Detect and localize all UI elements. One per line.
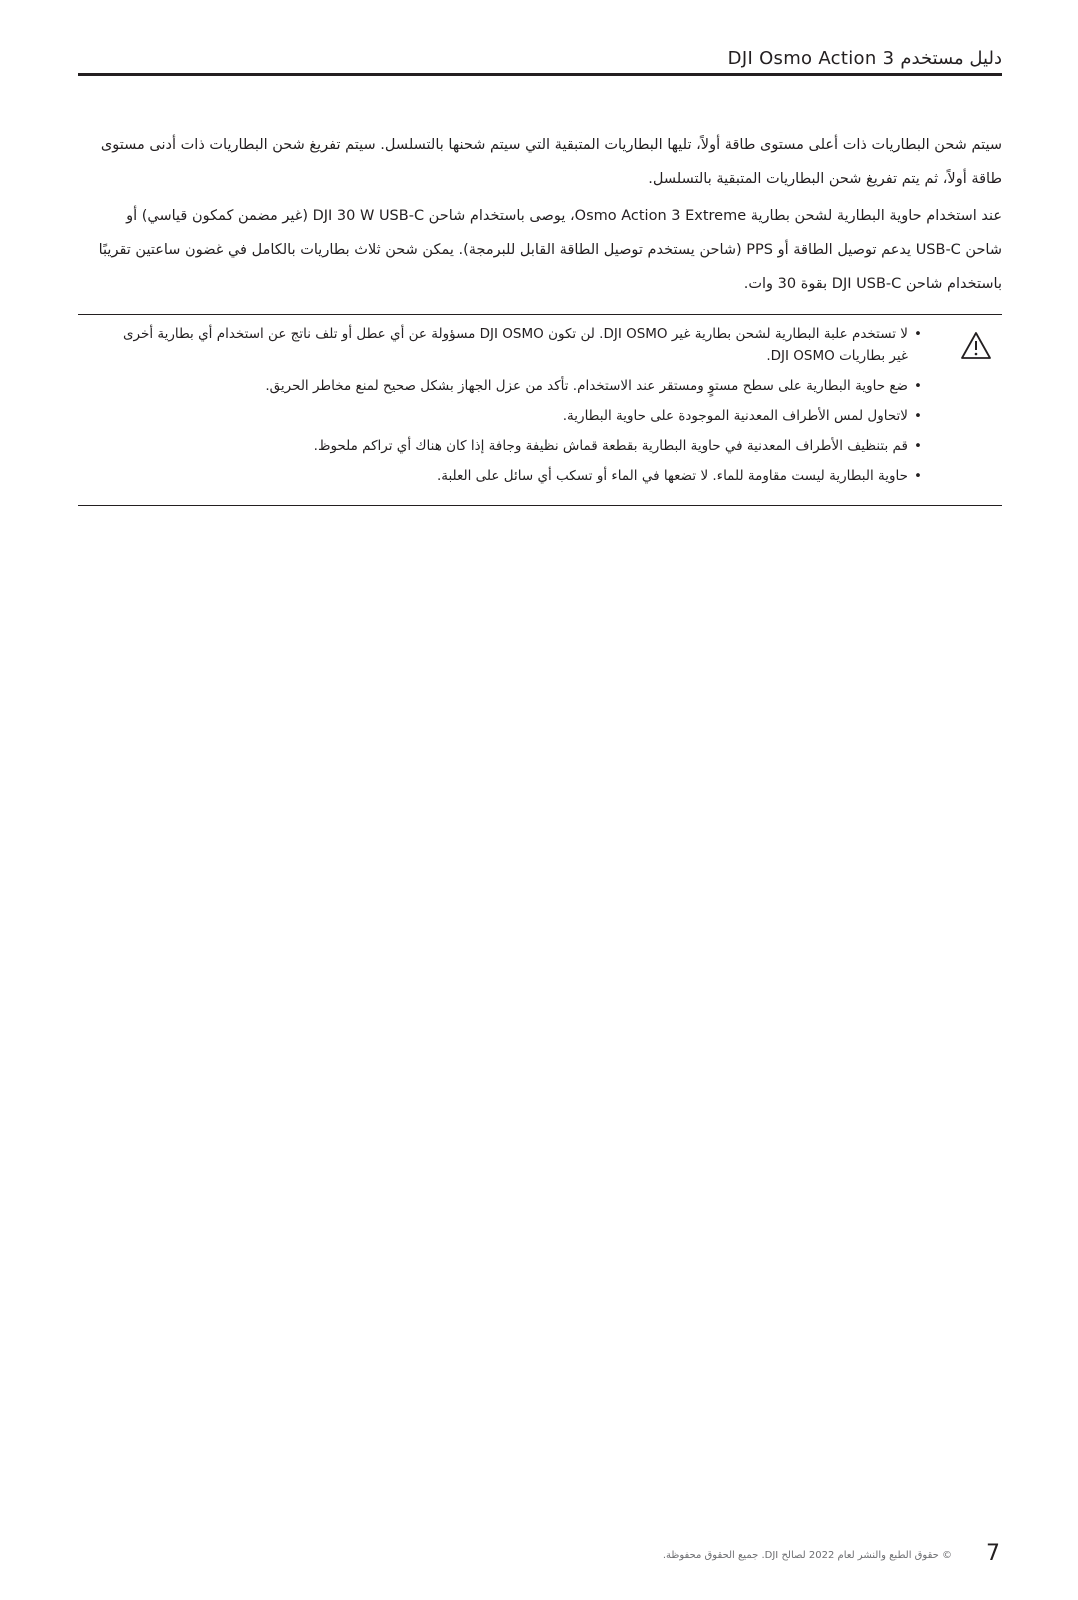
document-title: DJI Osmo Action 3 دليل مستخدم	[727, 48, 1002, 69]
warning-item: • حاوية البطارية ليست مقاومة للماء. لا تضعها في الماء أو تسكب أي سائل على العلبة.	[102, 465, 922, 487]
body-text	[86, 128, 1002, 301]
page-header	[78, 44, 1002, 72]
paragraph-charging-order: سيتم شحن البطاريات ذات أعلى مستوى طاقة أولاً، تليها البطاريات المتبقية التي سيتم شحنها بالتسلسل. سيتم تفريغ شحن البطاريات ذات أدنى مستوى طاقة أولاً، ثم يتم تفريغ شحن البطاريات المتبقية بالتسلسل.	[100, 137, 1002, 187]
warning-item: • لاتحاول لمس الأطراف المعدنية الموجودة على حاوية البطارية.	[102, 405, 922, 427]
warning-item: • لا تستخدم علبة البطارية لشحن بطارية غير DJI OSMO. لن تكون DJI OSMO مسؤولة عن أي عطل أو تلف ناتج عن استخدام أي بطارية أخرى غير بطاريات DJI OSMO.	[102, 323, 922, 367]
warning-triangle-icon	[960, 331, 992, 361]
page-number: 7	[986, 1541, 1000, 1566]
warning-item: • ضع حاوية البطارية على سطح مستوٍ ومستقر عند الاستخدام. تأكد من عزل الجهاز بشكل صحيح لمنع مخاطر الحريق.	[102, 375, 922, 397]
copyright-notice: © حقوق الطبع والنشر لعام 2022 لصالح DJI. جميع الحقوق محفوظة.	[662, 1550, 952, 1561]
warning-list	[102, 323, 922, 495]
warning-item: • قم بتنظيف الأطراف المعدنية في حاوية البطارية بقطعة قماش نظيفة وجافة إذا كان هناك أي تراكم ملحوظ.	[102, 435, 922, 457]
warning-notice	[78, 314, 1002, 506]
paragraph-charger-recommendation: عند استخدام حاوية البطارية لشحن بطارية Osmo Action 3 Extreme، يوصى باستخدام شاحن DJI 30 W USB-C (غير مضمن كمكون قياسي) أو شاحن USB-C يدعم توصيل الطاقة أو PPS (شاحن يستخدم توصيل الطاقة القابل للبرمجة). يمكن شحن ثلاث بطاريات بالكامل في غضون ساعتين تقريبًا باستخدام شاحن DJI USB-C بقوة 30 وات.	[98, 208, 1002, 292]
header-divider	[78, 73, 1002, 76]
